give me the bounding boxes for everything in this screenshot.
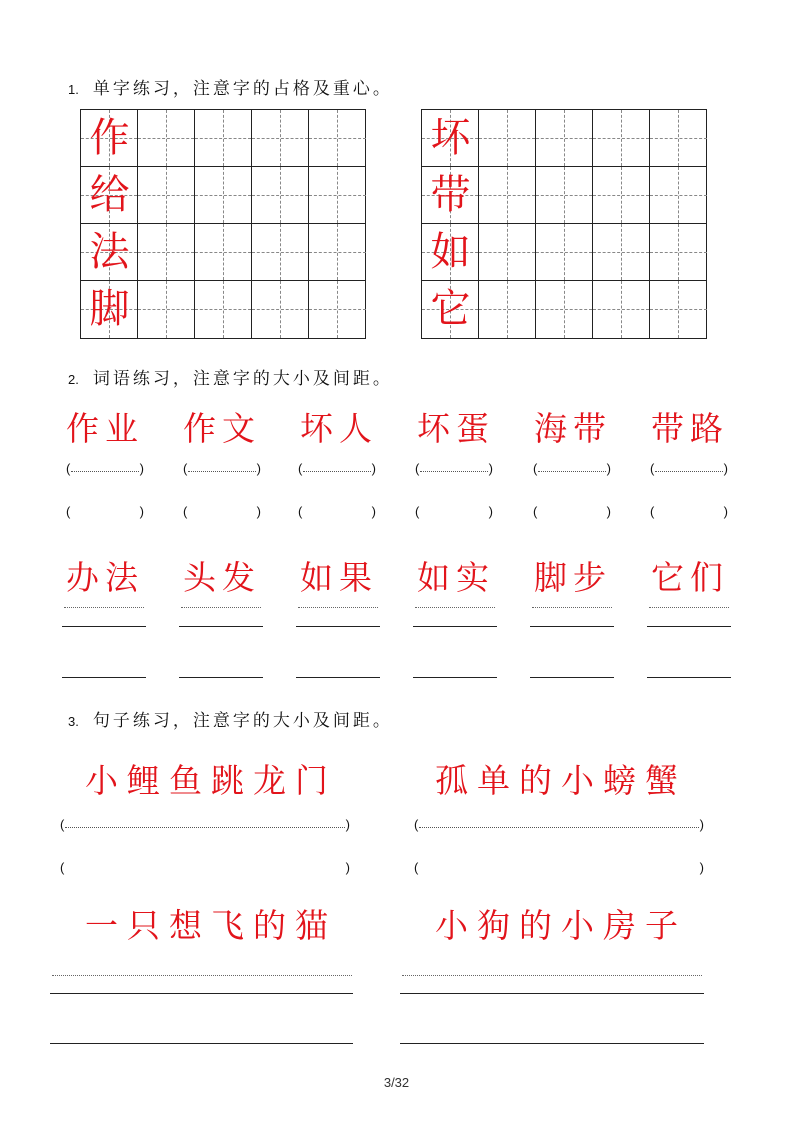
grid-cell-sample [422,224,479,281]
grid-cell-blank[interactable] [138,281,195,338]
grid-cell-sample [422,110,479,167]
page-number: 3/32 [383,1075,410,1090]
grid-sample-char: 它 [430,286,471,332]
grid-cell-blank[interactable] [195,167,252,224]
grid-sample-char: 坏 [430,115,471,161]
practice-word: 海带 [534,409,612,448]
writing-guide-dotted [181,607,261,608]
grid-cell-blank[interactable] [252,110,309,167]
grid-cell-blank[interactable] [138,110,195,167]
practice-word: 头发 [183,558,261,597]
practice-sentence: 一只想飞的猫 [85,906,337,945]
writing-guide-dotted [52,975,352,976]
pinyin-slot-blank[interactable]: ( ) [183,504,261,519]
section-1-heading [68,74,393,99]
writing-line[interactable] [62,626,146,627]
practice-word: 如实 [417,558,495,597]
pinyin-slot-blank[interactable]: ( ) [533,504,611,519]
grid-cell-sample [81,110,138,167]
pinyin-slot-dotted[interactable]: ( ) [183,461,261,476]
grid-cell-blank[interactable] [650,110,707,167]
writing-guide-dotted [402,975,702,976]
practice-word: 作业 [66,409,144,448]
writing-line[interactable] [400,993,704,994]
grid-cell-blank[interactable] [593,110,650,167]
grid-cell-sample [422,167,479,224]
tianzige-grid-right [421,109,707,339]
section-number: 1. [68,82,79,97]
grid-cell-blank[interactable] [536,224,593,281]
practice-word: 带路 [651,409,729,448]
tianzige-grid-left [80,109,366,339]
practice-word: 它们 [651,558,729,597]
practice-word: 坏蛋 [417,409,495,448]
grid-cell-blank[interactable] [309,167,366,224]
grid-sample-char: 作 [89,115,130,161]
grid-sample-char: 脚 [89,286,130,332]
grid-cell-blank[interactable] [195,110,252,167]
pinyin-slot-blank[interactable]: ( ) [66,504,144,519]
section-2-heading [68,364,393,389]
grid-cell-blank[interactable] [650,281,707,338]
grid-cell-blank[interactable] [593,281,650,338]
grid-cell-blank[interactable] [309,281,366,338]
grid-cell-blank[interactable] [138,167,195,224]
grid-cell-sample [81,281,138,338]
pinyin-slot-blank[interactable]: ( ) [60,860,350,875]
writing-guide-dotted [298,607,378,608]
writing-line[interactable] [530,626,614,627]
pinyin-slot-blank[interactable]: ( ) [298,504,376,519]
writing-guide-dotted [64,607,144,608]
grid-cell-blank[interactable] [593,167,650,224]
writing-line[interactable] [400,1043,704,1044]
grid-cell-sample [81,167,138,224]
practice-sentence: 小鲤鱼跳龙门 [85,761,337,800]
practice-word: 作文 [183,409,261,448]
writing-guide-dotted [532,607,612,608]
practice-word: 如果 [300,558,378,597]
section-title: 词语练习，注意字的大小及间距。 [92,369,393,389]
pinyin-slot-dotted[interactable]: ( ) [298,461,376,476]
grid-cell-blank[interactable] [138,224,195,281]
grid-sample-char: 如 [430,229,471,275]
grid-cell-blank[interactable] [195,224,252,281]
pinyin-slot-blank[interactable]: ( ) [415,504,493,519]
grid-cell-blank[interactable] [536,110,593,167]
grid-cell-blank[interactable] [650,224,707,281]
grid-cell-blank[interactable] [593,224,650,281]
grid-cell-blank[interactable] [252,224,309,281]
writing-line[interactable] [647,677,731,678]
writing-guide-dotted [415,607,495,608]
writing-line[interactable] [647,626,731,627]
grid-cell-blank[interactable] [252,281,309,338]
pinyin-slot-dotted[interactable]: ( ) [66,461,144,476]
writing-line[interactable] [179,626,263,627]
grid-cell-blank[interactable] [536,281,593,338]
pinyin-slot-dotted[interactable]: ( ) [60,817,350,832]
writing-line[interactable] [179,677,263,678]
section-number: 3. [68,714,79,729]
writing-line[interactable] [530,677,614,678]
writing-line[interactable] [62,677,146,678]
grid-sample-char: 法 [89,229,130,275]
grid-cell-blank[interactable] [479,167,536,224]
writing-line[interactable] [296,626,380,627]
grid-sample-char: 带 [430,172,471,218]
section-number: 2. [68,372,79,387]
pinyin-slot-dotted[interactable]: ( ) [415,461,493,476]
grid-cell-blank[interactable] [650,167,707,224]
section-title: 单字练习，注意字的占格及重心。 [92,79,393,99]
pinyin-slot-dotted[interactable]: ( ) [414,817,704,832]
writing-guide-dotted [649,607,729,608]
writing-line[interactable] [413,677,497,678]
pinyin-slot-blank[interactable]: ( ) [414,860,704,875]
grid-cell-blank[interactable] [309,110,366,167]
writing-line[interactable] [50,993,353,994]
pinyin-slot-blank[interactable]: ( ) [650,504,728,519]
writing-line[interactable] [413,626,497,627]
section-title: 句子练习，注意字的大小及间距。 [92,711,393,731]
grid-cell-sample [422,281,479,338]
practice-sentence: 孤单的小螃蟹 [435,761,687,800]
grid-cell-sample [81,224,138,281]
writing-line[interactable] [296,677,380,678]
grid-cell-blank[interactable] [536,167,593,224]
grid-cell-blank[interactable] [479,224,536,281]
grid-cell-blank[interactable] [195,281,252,338]
grid-cell-blank[interactable] [479,110,536,167]
grid-cell-blank[interactable] [252,167,309,224]
section-3-heading [68,706,393,731]
practice-word: 坏人 [300,409,378,448]
pinyin-slot-dotted[interactable]: ( ) [650,461,728,476]
practice-word: 脚步 [534,558,612,597]
grid-sample-char: 给 [89,172,130,218]
writing-line[interactable] [50,1043,353,1044]
practice-word: 办法 [66,558,144,597]
grid-cell-blank[interactable] [479,281,536,338]
grid-cell-blank[interactable] [309,224,366,281]
pinyin-slot-dotted[interactable]: ( ) [533,461,611,476]
practice-sentence: 小狗的小房子 [435,906,687,945]
